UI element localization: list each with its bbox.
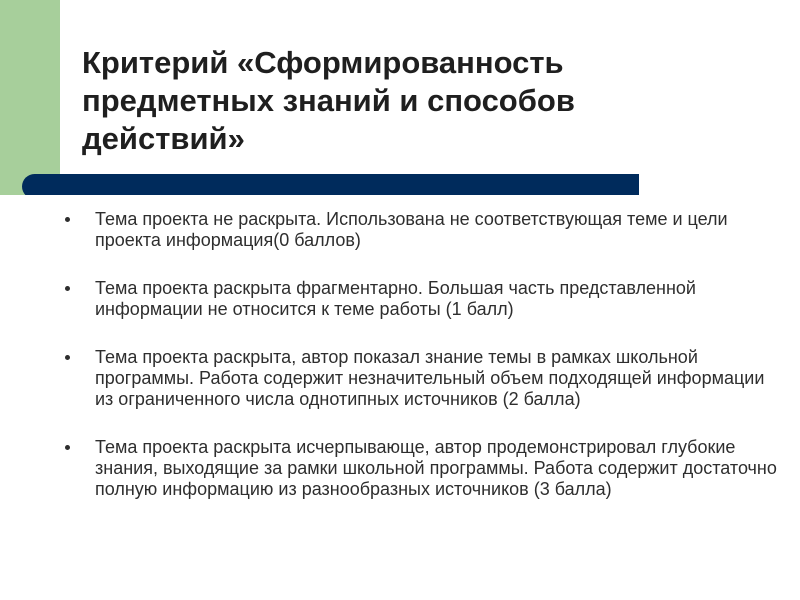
content-area: [0, 195, 800, 600]
bullet-dot-icon: [65, 286, 70, 291]
bullet-dot-icon: [65, 445, 70, 450]
list-item: [62, 278, 782, 320]
list-item: [62, 209, 782, 251]
bullet-text: Тема проекта раскрыта фрагментарно. Большая часть представленной информации не относится к теме работы (1 балл): [95, 278, 696, 319]
bullet-dot-icon: [65, 355, 70, 360]
bullet-text: Тема проекта раскрыта, автор показал знание темы в рамках школьной программы. Работа содержит незначительный объем подходящей информации из ограниченного числа однотипных источников (2 балла): [95, 347, 765, 409]
bullet-dot-icon: [65, 217, 70, 222]
bullet-text: Тема проекта раскрыта исчерпывающе, автор продемонстрировал глубокие знания, выходящие за рамки школьной программы. Работа содержит достаточно полную информацию из разнообразных источников (3 балла): [95, 437, 777, 499]
list-item: [62, 437, 782, 500]
slide-title: Критерий «Сформированность предметных знаний и способов действий»: [82, 45, 575, 156]
bullet-text: Тема проекта не раскрыта. Использована не соответствующая теме и цели проекта информация(0 баллов): [95, 209, 728, 250]
criteria-list: [62, 209, 782, 527]
list-item: [62, 347, 782, 410]
